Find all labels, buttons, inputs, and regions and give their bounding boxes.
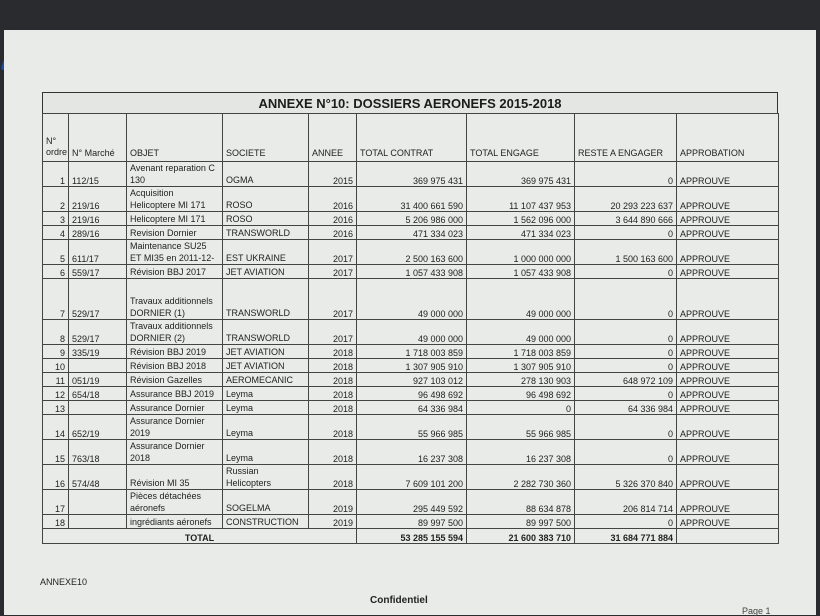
cell-objet: Révision BBJ 2017: [127, 265, 223, 279]
cell-row-number: 15: [43, 440, 69, 465]
cell-row-number: 18: [43, 515, 69, 529]
cell-societe: SOGELMA: [223, 490, 309, 515]
cell-societe: JET AVIATION: [223, 359, 309, 373]
cell-approbation: APPROUVE: [677, 240, 779, 265]
cell-approbation: APPROUVE: [677, 359, 779, 373]
annex-table-container: [42, 92, 778, 544]
cell-total-contrat: 295 449 592: [357, 490, 467, 515]
cell-approbation: APPROUVE: [677, 515, 779, 529]
cell-total-engage: 89 997 500: [467, 515, 575, 529]
cell-objet: Pièces détachées aéronefs: [127, 490, 223, 515]
cell-objet: Révision Gazelles: [127, 373, 223, 387]
table-row: [43, 373, 779, 387]
cell-objet: Travaux additionnels DORNIER (2): [127, 320, 223, 345]
cell-objet: Révision BBJ 2018: [127, 359, 223, 373]
total-empty: [677, 529, 779, 544]
table-row: [43, 401, 779, 415]
cell-row-number: 3: [43, 212, 69, 226]
cell-approbation: APPROUVE: [677, 387, 779, 401]
cell-annee: 2017: [309, 279, 357, 320]
cell-annee: 2018: [309, 401, 357, 415]
cell-marche-number: 529/17: [69, 320, 127, 345]
cell-objet: Maintenance SU25 ET MI35 en 2011-12-: [127, 240, 223, 265]
cell-total-engage: 49 000 000: [467, 320, 575, 345]
cell-marche-number: [69, 490, 127, 515]
cell-total-engage: 11 107 437 953: [467, 187, 575, 212]
page-title: ANNEXE N°10: DOSSIERS AERONEFS 2015-2018: [42, 92, 778, 113]
cell-annee: 2019: [309, 515, 357, 529]
cell-total-engage: 1 307 905 910: [467, 359, 575, 373]
table-row: [43, 515, 779, 529]
cell-total-engage: 1 562 096 000: [467, 212, 575, 226]
cell-societe: Leyma: [223, 387, 309, 401]
cell-reste-a-engager: 0: [575, 345, 677, 359]
cell-societe: TRANSWORLD: [223, 226, 309, 240]
cell-total-contrat: 1 307 905 910: [357, 359, 467, 373]
cell-total-contrat: 1 057 433 908: [357, 265, 467, 279]
cell-marche-number: [69, 515, 127, 529]
cell-marche-number: 529/17: [69, 279, 127, 320]
cell-approbation: APPROUVE: [677, 279, 779, 320]
cell-total-engage: 1 000 000 000: [467, 240, 575, 265]
cell-reste-a-engager: 0: [575, 415, 677, 440]
cell-societe: ROSO: [223, 187, 309, 212]
cell-row-number: 10: [43, 359, 69, 373]
cell-total-contrat: 64 336 984: [357, 401, 467, 415]
cell-objet: Travaux additionnels DORNIER (1): [127, 279, 223, 320]
cell-marche-number: 219/16: [69, 187, 127, 212]
cell-objet: Helicoptere MI 171: [127, 212, 223, 226]
cell-annee: 2018: [309, 387, 357, 401]
cell-societe: ROSO: [223, 212, 309, 226]
cell-total-contrat: 49 000 000: [357, 279, 467, 320]
cell-reste-a-engager: 0: [575, 265, 677, 279]
table-row: [43, 240, 779, 265]
cell-marche-number: 574/48: [69, 465, 127, 490]
cell-objet: Revision Dornier: [127, 226, 223, 240]
cell-marche-number: 763/18: [69, 440, 127, 465]
cell-total-engage: 471 334 023: [467, 226, 575, 240]
table-row: [43, 265, 779, 279]
cell-total-engage: 96 498 692: [467, 387, 575, 401]
cell-societe: JET AVIATION: [223, 345, 309, 359]
cell-total-engage: 55 966 985: [467, 415, 575, 440]
cell-total-engage: 88 634 878: [467, 490, 575, 515]
cell-row-number: 14: [43, 415, 69, 440]
table-row: [43, 359, 779, 373]
cell-societe: Leyma: [223, 415, 309, 440]
cell-row-number: 12: [43, 387, 69, 401]
cell-objet: Assurance BBJ 2019: [127, 387, 223, 401]
column-header: RESTE A ENGAGER: [575, 114, 677, 162]
table-row: [43, 465, 779, 490]
footer-page-number: Page 1: [742, 606, 771, 616]
cell-annee: 2018: [309, 415, 357, 440]
cell-annee: 2018: [309, 373, 357, 387]
cell-total-contrat: 7 609 101 200: [357, 465, 467, 490]
column-header: APPROBATION: [677, 114, 779, 162]
cell-marche-number: 289/16: [69, 226, 127, 240]
cell-societe: JET AVIATION: [223, 265, 309, 279]
cell-objet: Avenant reparation C 130: [127, 162, 223, 187]
cell-total-contrat: 49 000 000: [357, 320, 467, 345]
cell-annee: 2015: [309, 162, 357, 187]
cell-total-contrat: 5 206 986 000: [357, 212, 467, 226]
table-header-row: [43, 114, 779, 162]
column-header: SOCIETE: [223, 114, 309, 162]
cell-marche-number: 654/18: [69, 387, 127, 401]
cell-marche-number: 559/17: [69, 265, 127, 279]
cell-approbation: APPROUVE: [677, 265, 779, 279]
cell-approbation: APPROUVE: [677, 465, 779, 490]
cell-approbation: APPROUVE: [677, 162, 779, 187]
cell-marche-number: 051/19: [69, 373, 127, 387]
cell-annee: 2017: [309, 265, 357, 279]
cell-reste-a-engager: 0: [575, 387, 677, 401]
total-contrat: 53 285 155 594: [357, 529, 467, 544]
cell-annee: 2016: [309, 187, 357, 212]
table-row: [43, 387, 779, 401]
cell-annee: 2016: [309, 226, 357, 240]
cell-societe: CONSTRUCTION: [223, 515, 309, 529]
cell-reste-a-engager: 20 293 223 637: [575, 187, 677, 212]
cell-total-contrat: 927 103 012: [357, 373, 467, 387]
cell-approbation: APPROUVE: [677, 401, 779, 415]
cell-total-engage: 1 057 433 908: [467, 265, 575, 279]
cell-row-number: 7: [43, 279, 69, 320]
cell-marche-number: 219/16: [69, 212, 127, 226]
table-row: [43, 415, 779, 440]
cell-objet: Assurance Dornier 2019: [127, 415, 223, 440]
cell-reste-a-engager: 3 644 890 666: [575, 212, 677, 226]
column-header: N° Marché: [69, 114, 127, 162]
cell-reste-a-engager: 64 336 984: [575, 401, 677, 415]
cell-reste-a-engager: 0: [575, 226, 677, 240]
cell-objet: Assurance Dornier: [127, 401, 223, 415]
cell-annee: 2019: [309, 490, 357, 515]
cell-reste-a-engager: 1 500 163 600: [575, 240, 677, 265]
cell-reste-a-engager: 0: [575, 162, 677, 187]
cell-societe: OGMA: [223, 162, 309, 187]
cell-approbation: APPROUVE: [677, 490, 779, 515]
cell-annee: 2018: [309, 359, 357, 373]
footer-confidential: Confidentiel: [370, 595, 428, 606]
cell-objet: Révision BBJ 2019: [127, 345, 223, 359]
cell-annee: 2016: [309, 212, 357, 226]
cell-total-engage: 2 282 730 360: [467, 465, 575, 490]
cell-row-number: 6: [43, 265, 69, 279]
cell-societe: Leyma: [223, 401, 309, 415]
cell-approbation: APPROUVE: [677, 226, 779, 240]
cell-reste-a-engager: 0: [575, 359, 677, 373]
cell-marche-number: 112/15: [69, 162, 127, 187]
cell-total-contrat: 1 718 003 859: [357, 345, 467, 359]
cell-marche-number: 335/19: [69, 345, 127, 359]
cell-row-number: 8: [43, 320, 69, 345]
cell-approbation: APPROUVE: [677, 373, 779, 387]
cell-total-contrat: 31 400 661 590: [357, 187, 467, 212]
table-row: [43, 490, 779, 515]
cell-societe: Leyma: [223, 440, 309, 465]
cell-total-contrat: 471 334 023: [357, 226, 467, 240]
total-row: [43, 529, 779, 544]
cell-reste-a-engager: 5 326 370 840: [575, 465, 677, 490]
cell-approbation: APPROUVE: [677, 187, 779, 212]
cell-annee: 2018: [309, 440, 357, 465]
table-row: [43, 226, 779, 240]
cell-total-engage: 278 130 903: [467, 373, 575, 387]
table-row: [43, 279, 779, 320]
cell-marche-number: [69, 401, 127, 415]
cell-total-contrat: 2 500 163 600: [357, 240, 467, 265]
cell-objet: ingrédiants aéronefs: [127, 515, 223, 529]
cell-reste-a-engager: 206 814 714: [575, 490, 677, 515]
cell-row-number: 2: [43, 187, 69, 212]
cell-total-engage: 49 000 000: [467, 279, 575, 320]
cell-row-number: 11: [43, 373, 69, 387]
column-header: OBJET: [127, 114, 223, 162]
total-engage: 21 600 383 710: [467, 529, 575, 544]
cell-total-engage: 1 718 003 859: [467, 345, 575, 359]
cell-row-number: 5: [43, 240, 69, 265]
column-header: N° ordre: [43, 114, 69, 162]
column-header: TOTAL CONTRAT: [357, 114, 467, 162]
aircraft-files-table: [42, 113, 779, 544]
cell-reste-a-engager: 0: [575, 320, 677, 345]
cell-approbation: APPROUVE: [677, 440, 779, 465]
cell-marche-number: 652/19: [69, 415, 127, 440]
cell-reste-a-engager: 648 972 109: [575, 373, 677, 387]
cell-societe: TRANSWORLD: [223, 320, 309, 345]
cell-total-contrat: 55 966 985: [357, 415, 467, 440]
cell-approbation: APPROUVE: [677, 345, 779, 359]
cell-row-number: 1: [43, 162, 69, 187]
cell-approbation: APPROUVE: [677, 320, 779, 345]
table-row: [43, 162, 779, 187]
cell-annee: 2017: [309, 320, 357, 345]
cell-total-contrat: 89 997 500: [357, 515, 467, 529]
cell-total-engage: 16 237 308: [467, 440, 575, 465]
cell-row-number: 4: [43, 226, 69, 240]
cell-total-engage: 0: [467, 401, 575, 415]
table-row: [43, 187, 779, 212]
footer-annex-label: ANNEXE10: [40, 577, 88, 587]
table-row: [43, 440, 779, 465]
cell-societe: TRANSWORLD: [223, 279, 309, 320]
cell-approbation: APPROUVE: [677, 415, 779, 440]
column-header: TOTAL ENGAGE: [467, 114, 575, 162]
cell-objet: Acquisition Helicoptere MI 171: [127, 187, 223, 212]
cell-societe: AEROMECANIC: [223, 373, 309, 387]
cell-row-number: 9: [43, 345, 69, 359]
table-row: [43, 320, 779, 345]
cell-reste-a-engager: 0: [575, 440, 677, 465]
cell-total-contrat: 96 498 692: [357, 387, 467, 401]
cell-row-number: 13: [43, 401, 69, 415]
cell-row-number: 17: [43, 490, 69, 515]
column-header: ANNEE: [309, 114, 357, 162]
cell-reste-a-engager: 0: [575, 279, 677, 320]
cell-reste-a-engager: 0: [575, 515, 677, 529]
cell-total-contrat: 16 237 308: [357, 440, 467, 465]
total-label: TOTAL: [43, 529, 357, 544]
cell-annee: 2017: [309, 240, 357, 265]
cell-annee: 2018: [309, 465, 357, 490]
cell-objet: Révision MI 35: [127, 465, 223, 490]
cell-row-number: 16: [43, 465, 69, 490]
cell-objet: Assurance Dornier 2018: [127, 440, 223, 465]
cell-annee: 2018: [309, 345, 357, 359]
table-row: [43, 345, 779, 359]
cell-societe: EST UKRAINE: [223, 240, 309, 265]
cell-approbation: APPROUVE: [677, 212, 779, 226]
total-reste: 31 684 771 884: [575, 529, 677, 544]
cell-marche-number: 611/17: [69, 240, 127, 265]
table-row: [43, 212, 779, 226]
cell-societe: Russian Helicopters: [223, 465, 309, 490]
cell-marche-number: [69, 359, 127, 373]
cell-total-contrat: 369 975 431: [357, 162, 467, 187]
cell-total-engage: 369 975 431: [467, 162, 575, 187]
